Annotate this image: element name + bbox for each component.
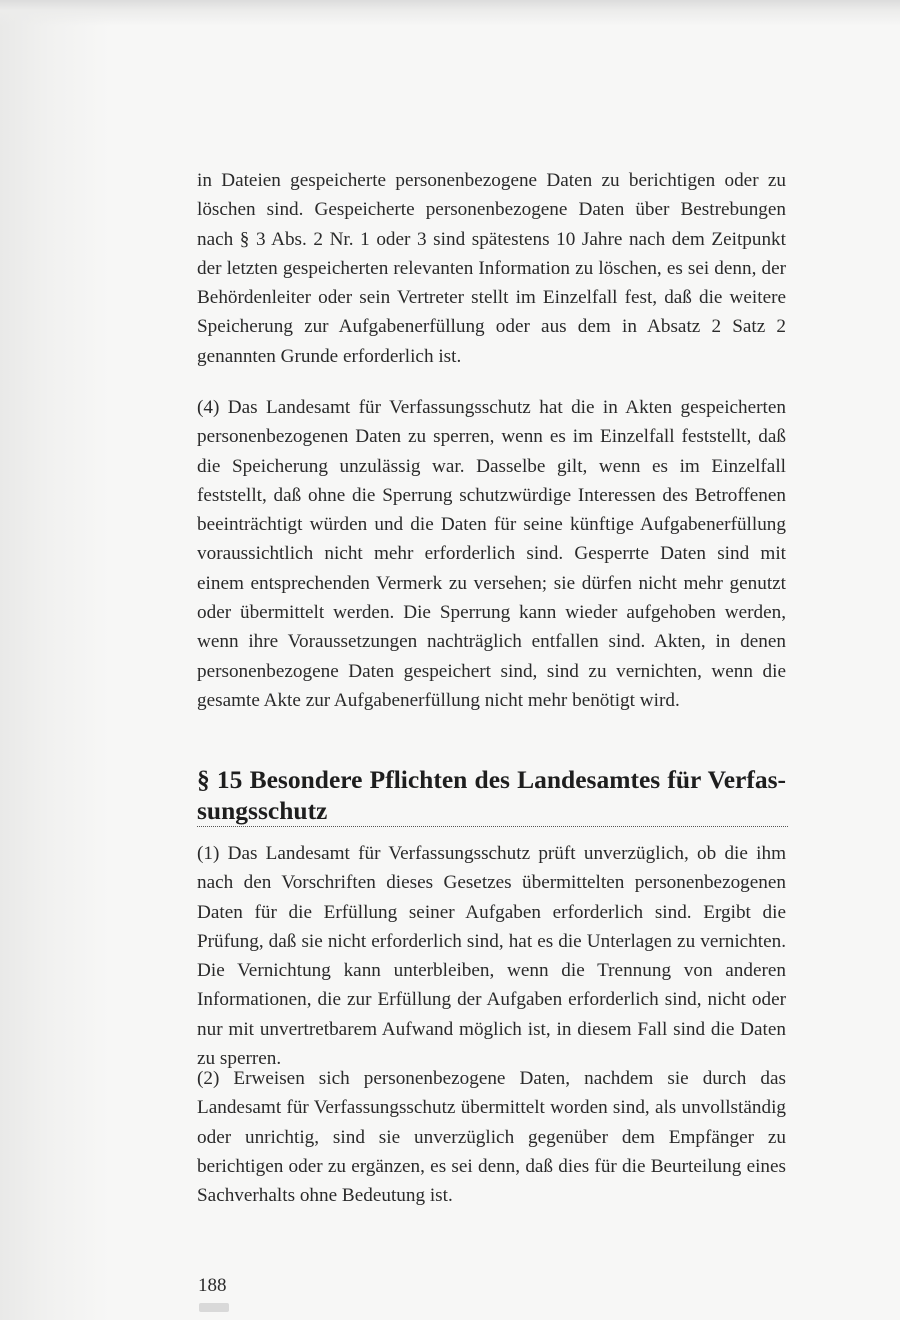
scan-shadow-left bbox=[0, 0, 110, 1320]
section-heading: § 15 Besondere Pflichten des Landesamtes für Verfassungsschutz bbox=[197, 765, 786, 825]
heading-dotted-rule bbox=[197, 826, 788, 827]
scan-shadow-top bbox=[0, 0, 900, 26]
paragraph-continued: in Dateien gespeicherte personenbezogene Daten zu berichtigen oder zu löschen sind. Gespeicherte personenbezogene Daten über Bestrebungen nach § 3 Abs. 2 Nr. 1 oder 3 sind spätestens 10 Jahre nach dem Zeitpunkt der letzten gespeicherten relevanten Information zu löschen, es sei denn, der Behördenleiter oder sein Vertreter stellt im Einzelfall fest, daß die weitere Speicherung zur Aufgabenerfüllung oder aus dem in Absatz 2 Satz 2 genannten Grunde erforderlich ist. bbox=[197, 170, 786, 367]
page-number: 188 bbox=[198, 1275, 227, 1296]
paragraph-15-2: (2) Erweisen sich personenbezogene Daten, nachdem sie durch das Landesamt für Verfassungsschutz übermittelt worden sind, als unvollständig oder unrichtig, sind sie unverzüglich gegenüber dem Empfänger zu berichtigen oder zu ergänzen, es sei denn, daß dies für die Beurteilung eines Sachverhalts ohne Bedeutung ist. bbox=[197, 1068, 786, 1207]
paragraph-15-1: (1) Das Landesamt für Verfassungsschutz prüft unverzüglich, ob die ihm nach den Vorschriften dieses Gesetzes übermittelten personenbezogenen Daten für die Erfüllung seiner Aufgaben erforderlich sind. Ergibt die Prüfung, daß sie nicht erforderlich sind, hat es die Unterlagen zu vernichten. Die Vernichtung kann unterbleiben, wenn die Trennung von anderen Informationen, die zur Erfüllung der Aufgaben erforderlich sind, nicht oder nur mit unvertretbarem Aufwand möglich ist, in diesem Fall sind die Daten zu sperren. bbox=[197, 843, 786, 1070]
scan-smudge-mark bbox=[199, 1303, 229, 1312]
paragraph-4: (4) Das Landesamt für Verfassungsschutz hat die in Akten gespeicherten personenbezogenen Daten zu sperren, wenn es im Einzelfall feststellt, daß die Speicherung unzulässig war. Dasselbe gilt, wenn es im Einzelfall feststellt, daß ohne die Sperrung schutzwürdige Interessen des Betroffenen beeinträchtigt würden und die Daten für seine künftige Aufgabenerfüllung voraussichtlich nicht mehr erforderlich sind. Gesperrte Daten sind mit einem entsprechenden Vermerk zu versehen; sie dürfen nicht mehr genutzt oder übermittelt werden. Die Sperrung kann wieder aufgehoben werden, wenn ihre Voraussetzungen nachträglich entfallen sind. Akten, in denen personenbezogene Daten gespeichert sind, sind zu vernichten, wenn die gesamte Akte zur Aufgabenerfüllung nicht mehr benötigt wird. bbox=[197, 397, 786, 711]
